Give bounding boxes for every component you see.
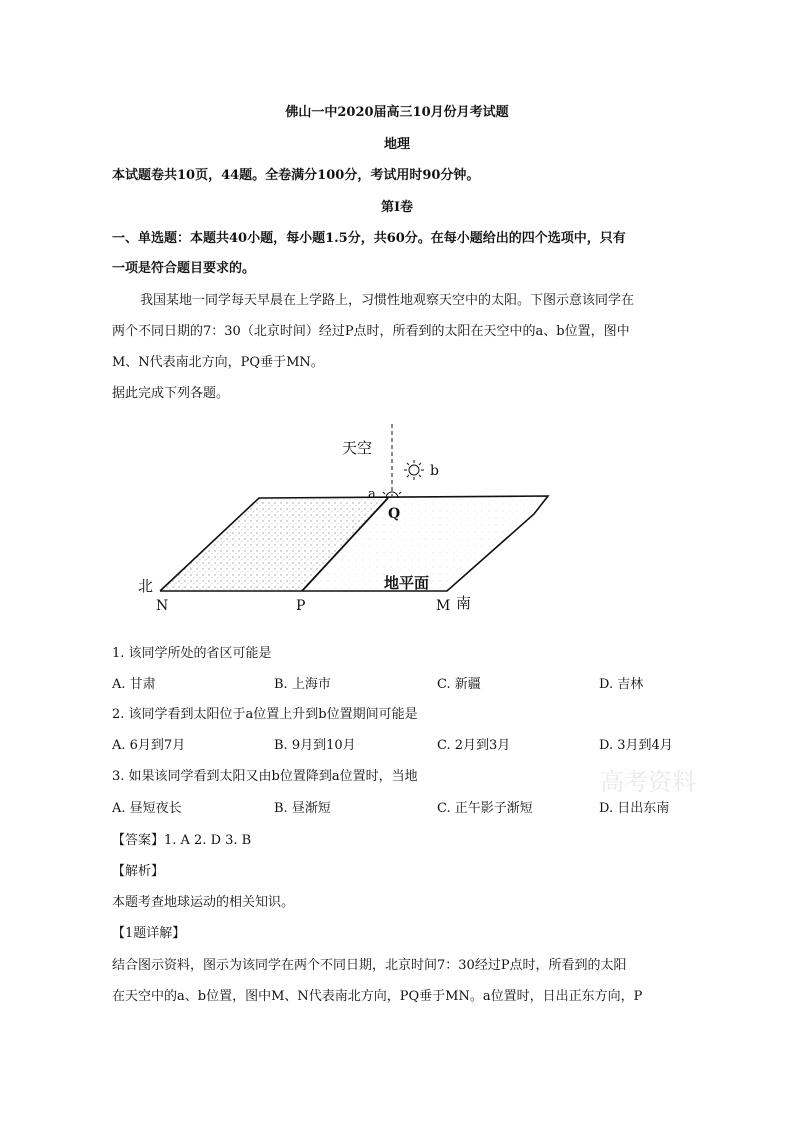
- point-p-label: P: [296, 598, 306, 614]
- question-stem: 3. 如果该同学看到太阳又由b位置降到a位置时，当地: [112, 769, 418, 784]
- volume-title: 第Ⅰ卷: [380, 200, 414, 215]
- option-a[interactable]: A. 甘肃: [112, 677, 156, 692]
- sun-b-label: b: [430, 463, 439, 479]
- option-a[interactable]: A. 6月到7月: [112, 738, 186, 753]
- question-stem: 1. 该同学所处的省区可能是: [112, 646, 272, 661]
- option-d[interactable]: D. 日出东南: [599, 801, 670, 816]
- section-heading: 一、单选题：本题共40小题，每小题1.5分，共60分。在每小题给出的四个选项中，只有: [112, 231, 626, 246]
- detail-text: 结合图示资料，图示为该同学在两个不同日期，北京时间7：30经过P点时，所看到的太阳: [112, 958, 627, 973]
- material-instruction: 据此完成下列各题。: [112, 386, 230, 401]
- point-q-label: Q: [388, 506, 401, 522]
- option-d[interactable]: D. 3月到4月: [599, 738, 673, 753]
- material-line: M、N代表南北方向，PQ垂于MN。: [112, 355, 324, 370]
- section-heading-cont: 一项是符合题目要求的。: [112, 261, 256, 276]
- answer-key: 【答案】1. A 2. D 3. B: [112, 833, 252, 848]
- analysis-text: 本题考查地球运动的相关知识。: [112, 895, 295, 910]
- option-c[interactable]: C. 正午影子渐短: [437, 801, 533, 816]
- question-options: [112, 676, 692, 694]
- point-m-label: M: [436, 598, 451, 614]
- option-b[interactable]: B. 昼渐短: [274, 801, 331, 816]
- option-d[interactable]: D. 吉林: [599, 677, 644, 692]
- detail-label: 【1题详解】: [112, 926, 186, 941]
- detail-text: 在天空中的a、b位置，图中M、N代表南北方向，PQ垂于MN。a位置时，日出正东方向，P: [112, 989, 643, 1004]
- material-line: 我国某地一同学每天早晨在上学路上，习惯性地观察天空中的太阳。下图示意该同学在: [140, 293, 635, 308]
- option-b[interactable]: B. 上海市: [274, 677, 331, 692]
- north-label: 北: [138, 577, 154, 595]
- option-c[interactable]: C. 2月到3月: [437, 738, 511, 753]
- exam-title: 佛山一中2020届高三10月份月考试题: [285, 105, 509, 120]
- question-options: [112, 737, 692, 755]
- option-a[interactable]: A. 昼短夜长: [112, 801, 182, 816]
- material-line: 两个不同日期的7：30（北京时间）经过P点时，所看到的太阳在天空中的a、b位置，图中: [112, 324, 630, 339]
- question-options: [112, 800, 692, 818]
- exam-info: 本试题卷共10页，44题。全卷满分100分，考试用时90分钟。: [112, 168, 480, 183]
- south-label: 南: [456, 594, 472, 612]
- sun-a-label: a: [368, 487, 376, 502]
- sky-label: 天空: [342, 439, 373, 457]
- subject-title: 地理: [383, 137, 410, 152]
- sun-b-icon: [404, 460, 424, 480]
- option-c[interactable]: C. 新疆: [437, 677, 481, 692]
- point-n-label: N: [156, 598, 169, 614]
- question-stem: 2. 该同学看到太阳位于a位置上升到b位置期间可能是: [112, 707, 418, 722]
- analysis-label: 【解析】: [112, 864, 165, 879]
- sun-position-diagram: [130, 418, 580, 623]
- horizon-label: 地平面: [384, 574, 430, 592]
- option-b[interactable]: B. 9月到10月: [274, 738, 356, 753]
- watermark: 高考资料: [600, 768, 696, 796]
